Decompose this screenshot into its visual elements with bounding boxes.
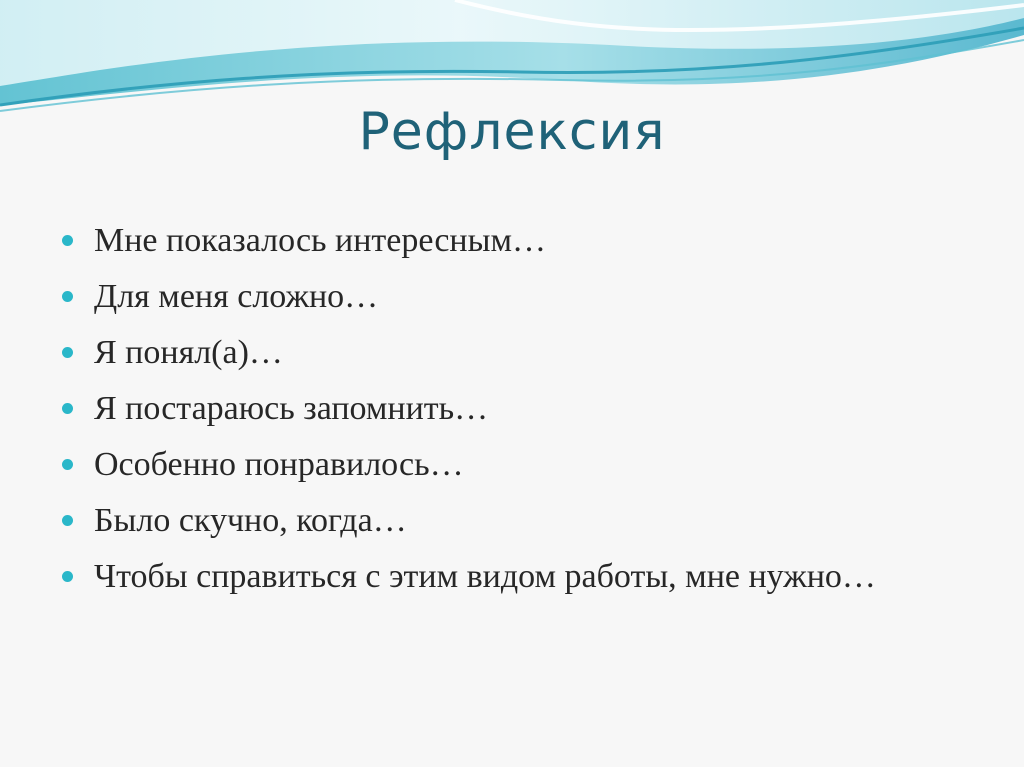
bullet-text: Особенно понравилось… [94,446,464,483]
bullet-item [62,330,962,375]
slide-title: Рефлексия [358,102,666,162]
bullet-dot-icon [62,235,73,246]
bullet-text: Мне показалось интересным… [94,222,546,259]
bullet-dot-icon [62,347,73,358]
bullet-dot-icon [62,459,73,470]
bullet-item [62,442,962,487]
bullet-dot-icon [62,571,73,582]
bullet-item [62,554,962,599]
bullet-text: Было скучно, когда… [94,502,407,539]
bullet-text: Я понял(а)… [94,334,283,371]
bullet-item [62,498,962,543]
bullet-item [62,386,962,431]
bullet-text: Чтобы справиться с этим видом работы, мне нужно… [94,558,876,595]
bullet-dot-icon [62,291,73,302]
bullet-list [62,218,962,610]
bullet-text: Для меня сложно… [94,278,379,315]
bullet-text: Я постараюсь запомнить… [94,390,489,427]
bullet-dot-icon [62,515,73,526]
bullet-dot-icon [62,403,73,414]
bullet-item [62,218,962,263]
bullet-item [62,274,962,319]
